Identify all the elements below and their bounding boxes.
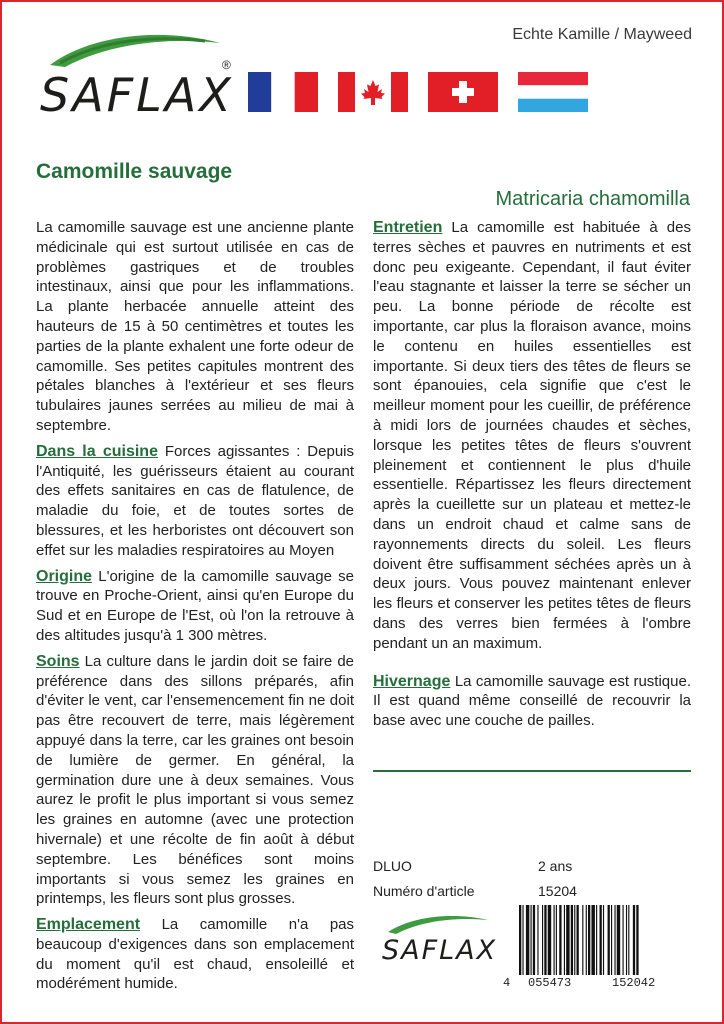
section-origine bbox=[36, 567, 354, 646]
barcode-bar bbox=[588, 905, 590, 975]
barcode-bar bbox=[556, 905, 557, 975]
luxembourg-flag-icon bbox=[518, 72, 588, 112]
section-heading: Soins bbox=[36, 652, 80, 670]
barcode-bar bbox=[519, 905, 521, 975]
barcode-bar bbox=[533, 905, 535, 975]
barcode-bar bbox=[586, 905, 587, 975]
barcode-bar bbox=[566, 905, 569, 975]
section-entretien bbox=[373, 218, 691, 654]
intro-paragraph: La camomille sauvage est une ancienne plante médicinale qui est surtout utilisée en cas de problèmes gastriques et de troubles intestinaux, ainsi que pour les inflammations. La plante herbacée annuelle atteint des hauteurs de 15 à 50 centimètres et toutes les parties de la plante exhalent une forte odeur de camomille. Ses petites capitules montrent des pétales blanches à l'extérieur et ses fleurs tubulaires jaunes serrées au milieu de mai à septembre. bbox=[36, 219, 354, 434]
common-name-title: Camomille sauvage bbox=[36, 160, 233, 183]
barcode-bar bbox=[554, 905, 555, 975]
barcode-bar bbox=[633, 905, 635, 975]
right-column bbox=[373, 218, 691, 737]
section-cuisine bbox=[36, 442, 354, 561]
latin-name: Matricaria chamomilla bbox=[495, 188, 690, 210]
barcode-bar bbox=[596, 905, 597, 975]
registered-mark: ® bbox=[222, 58, 231, 72]
barcode-bar bbox=[617, 905, 620, 975]
left-column bbox=[36, 218, 354, 1000]
barcode-bar bbox=[548, 905, 551, 975]
section-heading: Hivernage bbox=[373, 672, 451, 690]
barcode-bar bbox=[591, 905, 594, 975]
barcode-first-digit: 4 bbox=[503, 976, 511, 990]
barcode-bar bbox=[564, 905, 565, 975]
barcode-right-digits: 152042 bbox=[612, 976, 656, 990]
barcode-bar bbox=[571, 905, 573, 975]
section-soins bbox=[36, 652, 354, 909]
dluo-label: DLUO bbox=[373, 858, 412, 874]
barcode-bar bbox=[611, 905, 612, 975]
article-number-label: Numéro d'article bbox=[373, 883, 475, 899]
barcode-bar bbox=[542, 905, 543, 975]
barcode-bar bbox=[628, 905, 629, 975]
brand-wordmark: SAFLAX bbox=[40, 68, 234, 122]
barcode-bar bbox=[623, 905, 624, 975]
barcode-bar bbox=[522, 905, 523, 975]
product-name: Echte Kamille / Mayweed bbox=[512, 26, 692, 43]
dluo-value: 2 ans bbox=[538, 858, 573, 874]
barcode-bar bbox=[608, 905, 610, 975]
switzerland-flag-icon bbox=[428, 72, 498, 112]
barcode-left-digits: 055473 bbox=[528, 976, 572, 990]
section-heading: Origine bbox=[36, 567, 93, 585]
france-flag-icon bbox=[248, 72, 318, 112]
section-text: La camomille est habituée à des terres sèches et pauvres en nutriments et est donc peu exigeante. Cependant, il faut éviter l'eau stagnante et laisser la terre se sécher un peu. La bonne période de récolte est importante, car plus la floraison avance, moins le contenu en huiles essentielles est importante. Si deux tiers des têtes de fleurs se sont épanouies, cela signifie que c'est le meilleur moment pour les cueillir, de préférence à midi lors de journées chaudes et sèches, lorsque les petites têtes de fleurs s'ouvrent pleinement et contiennent le plus d'huile essentielle. Répartissez les fleurs directement après la cueillette sur un plateau et mettez-le dans un endroit chaud et calme sans de rayonnements directs du soleil. Les fleurs doivent être suffisamment séchées après un à deux jours. Vous pouvez maintenant enlever les fleurs et conserver les petites têtes de fleurs dans des verres bien fermées à l'ombre pendant un an maximum. bbox=[373, 219, 691, 652]
article-number-value: 15204 bbox=[538, 883, 577, 899]
barcode-bar bbox=[577, 905, 579, 975]
barcode-bar bbox=[626, 905, 627, 975]
brand-wordmark-small: SAFLAX bbox=[382, 935, 498, 966]
barcode-bar bbox=[636, 905, 638, 975]
section-text: La culture dans le jardin doit se faire de préférence dans des sillons préparés, afin d'éviter le vent, car l'ensemencement fin ne doit pas être recouvert de terre, mais légèrement appuyé dans la terre, car les graines ont besoin de lumière de germer. En général, la germination dure une à deux semaines. Vous aurez le profit le plus important si vous semez les graines en automne (avec une protection hivernale) et une récolte de fin août à début septembre. Les bénéfices sont moins importants si vous semez les graines en printemps, les fleurs sont plus grosses. bbox=[36, 652, 354, 908]
section-text: L'origine de la camomille sauvage se trouve en Proche-Orient, ainsi qu'en Europe du Sud et en Europe de l'Est, où l'on la retrouve à des altitudes jusqu'à 1 300 mètres. bbox=[36, 567, 354, 644]
barcode-bar bbox=[531, 905, 532, 975]
barcode-bar bbox=[582, 905, 583, 975]
section-emplacement bbox=[36, 915, 354, 994]
section-hivernage bbox=[373, 672, 691, 731]
barcode-bar bbox=[600, 905, 602, 975]
section-text: Forces agissantes : Depuis l'Antiquité, les guérisseurs étaient au courant des effets sanitaires en cas de flatulence, de maladie du foie, et de toutes sortes de blessures, et les herboristes ont découvert son effet sur les maladies respiratoires au Moyen bbox=[36, 442, 354, 559]
barcode-bar bbox=[614, 905, 615, 975]
country-flags bbox=[248, 72, 588, 112]
section-divider bbox=[373, 770, 691, 772]
barcode-bar bbox=[537, 905, 538, 975]
barcode-bar bbox=[559, 905, 561, 975]
section-text: La camomille sauvage est rustique. Il est quand même conseillé de recouvrir la base avec une couche de pailles. bbox=[373, 672, 691, 730]
section-heading: Emplacement bbox=[36, 916, 141, 934]
section-text: La camomille n'a pas beaucoup d'exigences dans son emplacement du moment qu'il est chaud, ensoleillé et modérément humide. bbox=[36, 916, 355, 993]
barcode-bar bbox=[526, 905, 529, 975]
barcode-bar bbox=[574, 905, 575, 975]
barcode-bar bbox=[603, 905, 604, 975]
barcode-bar bbox=[544, 905, 546, 975]
barcode bbox=[515, 905, 690, 975]
section-heading: Entretien bbox=[373, 219, 443, 236]
section-heading: Dans la cuisine bbox=[36, 442, 158, 460]
canada-flag-icon bbox=[338, 72, 408, 112]
